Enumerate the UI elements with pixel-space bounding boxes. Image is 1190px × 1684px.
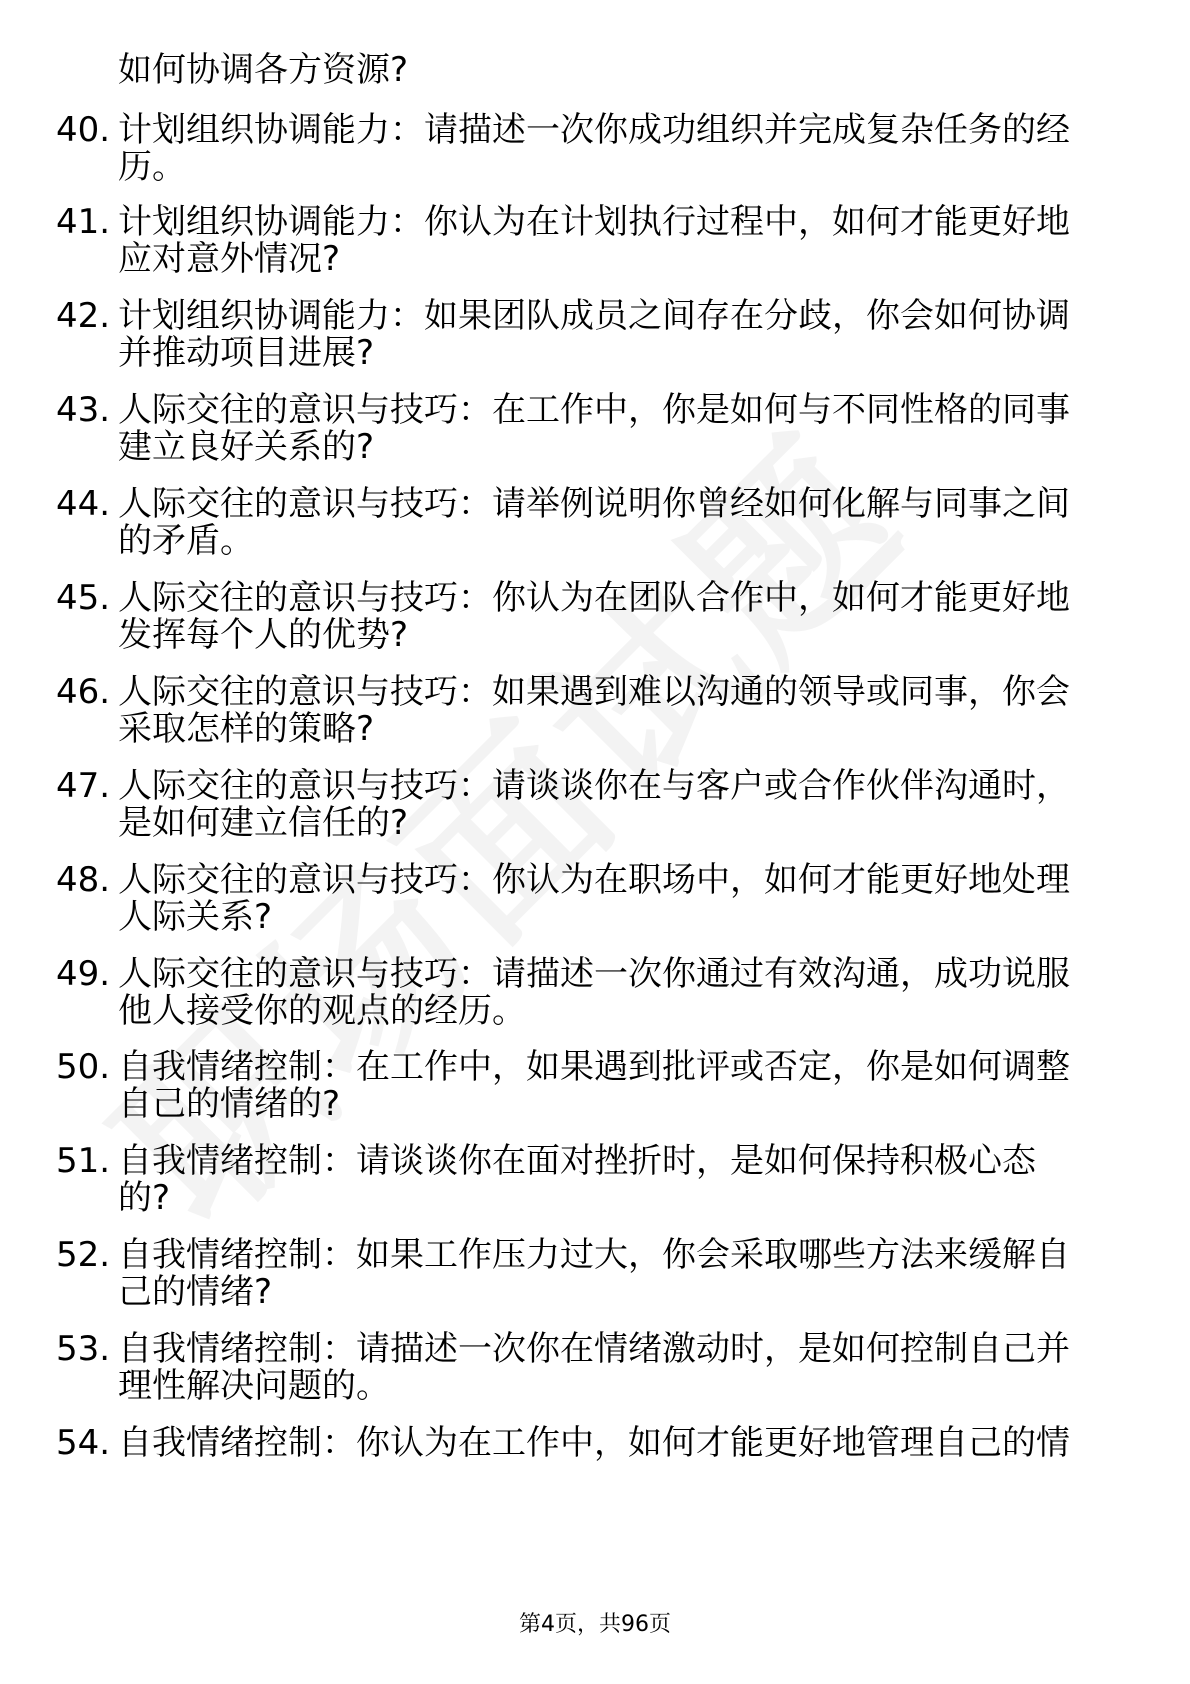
question-number: 48. xyxy=(56,860,111,900)
question-number: 40. xyxy=(56,110,111,150)
continuation-text: 如何协调各方资源? xyxy=(118,50,409,90)
question-text: 人际交往的意识与技巧：你认为在职场中，如何才能更好地处理 xyxy=(118,860,1070,900)
question-text: 自我情绪控制：你认为在工作中，如何才能更好地管理自己的情 xyxy=(118,1423,1070,1463)
question-text: 人际交往的意识与技巧：请举例说明你曾经如何化解与同事之间 xyxy=(118,484,1070,524)
question-text: 计划组织协调能力：你认为在计划执行过程中，如何才能更好地 xyxy=(118,202,1070,242)
question-text-cont: 自己的情绪的? xyxy=(118,1084,341,1124)
question-text: 自我情绪控制：在工作中，如果遇到批评或否定，你是如何调整 xyxy=(118,1047,1070,1087)
question-text: 自我情绪控制：请谈谈你在面对挫折时，是如何保持积极心态 xyxy=(118,1141,1036,1181)
question-number: 52. xyxy=(56,1235,111,1275)
question-text-cont: 并推动项目进展? xyxy=(118,333,375,373)
question-number: 50. xyxy=(56,1047,111,1087)
question-text-cont: 的? xyxy=(118,1178,171,1218)
question-text: 计划组织协调能力：请描述一次你成功组织并完成复杂任务的经 xyxy=(118,110,1070,150)
question-number: 49. xyxy=(56,954,111,994)
question-number: 45. xyxy=(56,578,111,618)
question-number: 53. xyxy=(56,1329,111,1369)
question-number: 42. xyxy=(56,296,111,336)
question-text: 人际交往的意识与技巧：请谈谈你在与客户或合作伙伴沟通时， xyxy=(118,766,1070,806)
question-text-cont: 发挥每个人的优势? xyxy=(118,615,409,655)
question-text: 人际交往的意识与技巧：你认为在团队合作中，如何才能更好地 xyxy=(118,578,1070,618)
question-text: 自我情绪控制：如果工作压力过大，你会采取哪些方法来缓解自 xyxy=(118,1235,1070,1275)
question-text-cont: 建立良好关系的? xyxy=(118,427,375,467)
question-text-cont: 是如何建立信任的? xyxy=(118,803,409,843)
question-text: 人际交往的意识与技巧：请描述一次你通过有效沟通，成功说服 xyxy=(118,954,1070,994)
question-text-cont: 采取怎样的策略? xyxy=(118,709,375,749)
question-number: 51. xyxy=(56,1141,111,1181)
question-text-cont: 的矛盾。 xyxy=(118,521,254,561)
question-text-cont: 理性解决问题的。 xyxy=(118,1366,390,1406)
question-number: 44. xyxy=(56,484,111,524)
question-text-cont: 他人接受你的观点的经历。 xyxy=(118,991,526,1031)
question-text: 人际交往的意识与技巧：在工作中，你是如何与不同性格的同事 xyxy=(118,390,1070,430)
question-text: 计划组织协调能力：如果团队成员之间存在分歧，你会如何协调 xyxy=(118,296,1070,336)
question-text: 人际交往的意识与技巧：如果遇到难以沟通的领导或同事，你会 xyxy=(118,672,1070,712)
question-number: 43. xyxy=(56,390,111,430)
question-text-cont: 己的情绪? xyxy=(118,1272,273,1312)
question-number: 41. xyxy=(56,202,111,242)
question-number: 46. xyxy=(56,672,111,712)
question-text-cont: 应对意外情况? xyxy=(118,239,341,279)
question-text-cont: 历。 xyxy=(118,147,186,187)
question-text-cont: 人际关系? xyxy=(118,897,273,937)
question-number: 47. xyxy=(56,766,111,806)
page-footer: 第4页，共96页 xyxy=(519,1612,671,1637)
question-text: 自我情绪控制：请描述一次你在情绪激动时，是如何控制自己并 xyxy=(118,1329,1070,1369)
question-number: 54. xyxy=(56,1423,111,1463)
